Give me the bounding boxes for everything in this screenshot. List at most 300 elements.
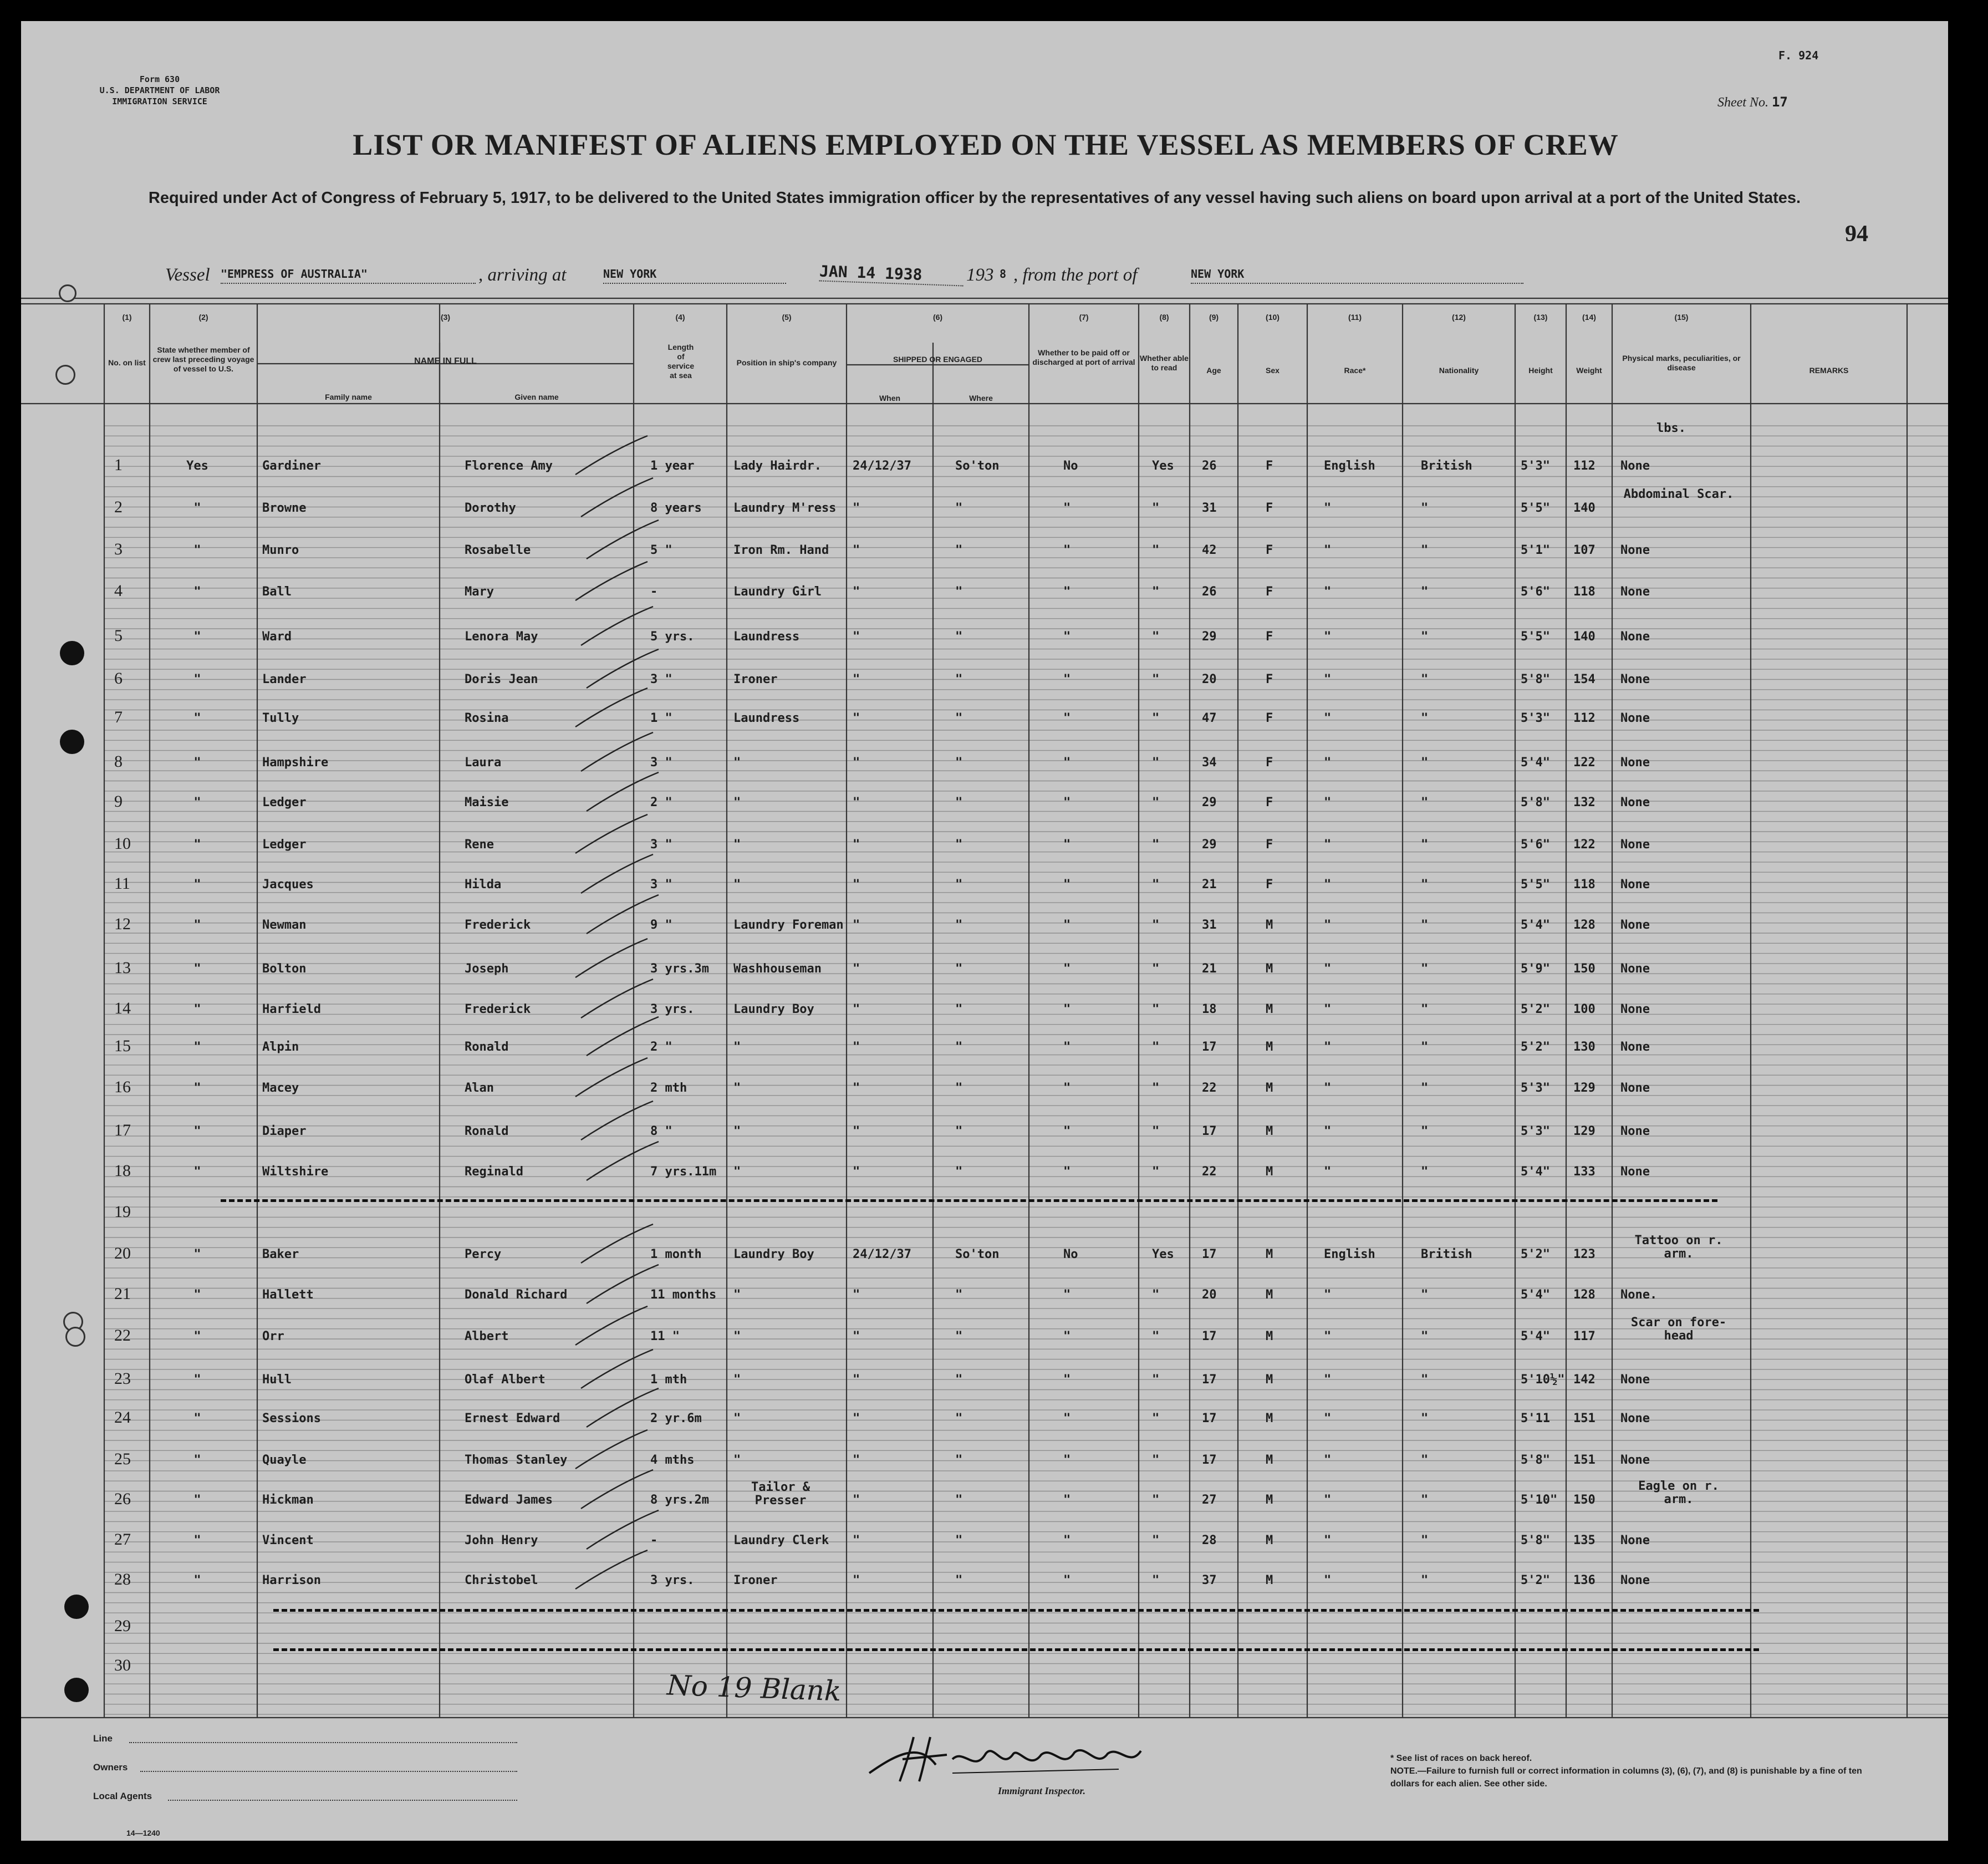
cell-position: Ironer: [733, 673, 778, 686]
cell-service: 9 ": [650, 918, 672, 932]
cell-where: ": [955, 673, 963, 686]
cell-given: Olaf Albert: [465, 1373, 546, 1387]
cell-given: Frederick: [465, 918, 531, 932]
cell-paid: ": [1063, 1081, 1071, 1095]
cell-paid: ": [1063, 756, 1071, 770]
cell-sex: F: [1266, 711, 1273, 725]
date-stamp: JAN 14 1938: [819, 262, 964, 286]
cell-given: Percy: [465, 1247, 502, 1261]
cell-marks: None: [1620, 838, 1650, 852]
cell-when: ": [853, 543, 860, 557]
document-title: LIST OR MANIFEST OF ALIENS EMPLOYED ON THE VESSEL AS MEMBERS OF CREW: [353, 128, 1619, 161]
cell-position: Laundry Girl: [733, 585, 822, 599]
local-agents-field: [168, 1800, 517, 1801]
cell-nationality: ": [1421, 1040, 1429, 1054]
line-label: Line: [93, 1733, 113, 1744]
cell-race: ": [1324, 543, 1332, 557]
cell-given: Hilda: [465, 878, 502, 892]
cell-age: 18: [1202, 1002, 1217, 1016]
cell-service: 7 yrs.11m: [650, 1165, 717, 1179]
cell-position: Laundry Foreman: [733, 918, 844, 932]
vessel-name: "EMPRESS OF AUSTRALIA": [221, 265, 476, 284]
cell-paid: ": [1063, 1412, 1071, 1425]
cell-sex: F: [1266, 459, 1273, 473]
cell-where: ": [955, 796, 963, 809]
cell-when: ": [853, 1573, 860, 1587]
row-number: 17: [114, 1121, 131, 1139]
row-number: 1: [114, 456, 123, 474]
col-num-4: (4): [675, 313, 685, 322]
cell-read: ": [1152, 1534, 1160, 1547]
header-when: When: [879, 394, 901, 403]
cell-nationality: ": [1421, 1493, 1429, 1507]
cell-race: ": [1324, 630, 1332, 644]
cell-height: 5'2": [1521, 1040, 1550, 1054]
header-able-to-read: Whether able to read: [1140, 354, 1189, 372]
cell-race: ": [1324, 673, 1332, 686]
cell-where: ": [955, 1040, 963, 1054]
cell-paid: No: [1063, 459, 1078, 473]
cell-family: Diaper: [262, 1124, 307, 1138]
col-num-11: (11): [1348, 313, 1362, 322]
cell-weight: 132: [1573, 796, 1596, 809]
weight-unit: lbs.: [1656, 421, 1686, 435]
col-num-14: (14): [1582, 313, 1596, 322]
cell-state: ": [193, 1373, 201, 1387]
cell-state: ": [193, 756, 201, 770]
cell-read: Yes: [1152, 1247, 1174, 1261]
punch-hole: [60, 641, 84, 665]
cell-sex: M: [1266, 1040, 1273, 1054]
cell-position: Laundress: [733, 630, 800, 644]
cell-read: ": [1152, 1493, 1160, 1507]
cell-read: ": [1152, 1124, 1160, 1138]
header-physical-marks: Physical marks, peculiarities, or disease: [1622, 354, 1741, 372]
cell-sex: M: [1266, 1288, 1273, 1302]
row-number: 2: [114, 498, 123, 516]
cell-read: ": [1152, 711, 1160, 725]
check-mark: [587, 1510, 659, 1549]
cell-where: ": [955, 1412, 963, 1425]
cell-service: 5 ": [650, 543, 672, 557]
cell-where: ": [955, 918, 963, 932]
header-age: Age: [1206, 366, 1221, 375]
row-number: 3: [114, 540, 123, 558]
cell-nationality: ": [1421, 543, 1429, 557]
cell-given: Alan: [465, 1081, 494, 1095]
cell-paid: ": [1063, 1493, 1071, 1507]
cell-service: 1 year: [650, 459, 695, 473]
cell-when: ": [853, 585, 860, 599]
cell-age: 26: [1202, 459, 1217, 473]
sheet-label: Sheet No.: [1717, 95, 1768, 110]
cell-family: Lander: [262, 673, 307, 686]
cell-position: ": [733, 838, 741, 852]
cell-position: ": [733, 1124, 741, 1138]
cell-age: 22: [1202, 1165, 1217, 1179]
cell-position: Lady Hairdr.: [733, 459, 822, 473]
service-name: IMMIGRATION SERVICE: [112, 96, 207, 106]
cell-where: ": [955, 1288, 963, 1302]
check-mark: [581, 478, 653, 517]
cell-race: ": [1324, 1330, 1332, 1343]
cell-marks: None: [1620, 878, 1650, 892]
check-mark: [575, 1306, 648, 1345]
cell-when: ": [853, 1412, 860, 1425]
cell-where: ": [955, 1493, 963, 1507]
cell-age: 31: [1202, 501, 1217, 515]
row-number: 11: [114, 874, 130, 893]
cell-given: Christobel: [465, 1573, 538, 1587]
cell-family: Wiltshire: [262, 1165, 329, 1179]
cell-age: 29: [1202, 838, 1217, 852]
race-note: * See list of races on back hereof.: [1390, 1754, 1532, 1763]
cell-service: 3 ": [650, 838, 672, 852]
cell-weight: 118: [1573, 878, 1596, 892]
header-paid-off: Whether to be paid off or discharged at port of arrival: [1032, 348, 1135, 366]
cell-nationality: British: [1421, 1247, 1472, 1261]
cell-where: ": [955, 1453, 963, 1467]
cell-family: Gardiner: [262, 459, 321, 473]
cell-nationality: British: [1421, 459, 1472, 473]
year-label: 193: [966, 265, 994, 285]
cell-height: 5'6": [1521, 838, 1550, 852]
check-mark: [575, 1550, 648, 1589]
cell-nationality: ": [1421, 1124, 1429, 1138]
cell-when: ": [853, 838, 860, 852]
cell-height: 5'2": [1521, 1247, 1550, 1261]
cell-family: Tully: [262, 711, 299, 725]
cell-service: 3 yrs.: [650, 1573, 695, 1587]
cell-family: Vincent: [262, 1534, 314, 1547]
cell-age: 42: [1202, 543, 1217, 557]
check-mark: [587, 895, 659, 934]
cell-height: 5'3": [1521, 459, 1550, 473]
document-subtitle: Required under Act of Congress of February 5, 1917, to be delivered to the United States immigration officer by the representatives of any vessel having such aliens on board upon arrival at a port of the United States.: [148, 189, 1801, 207]
cell-family: Macey: [262, 1081, 299, 1095]
cell-when: ": [853, 1040, 860, 1054]
cell-sex: F: [1266, 585, 1273, 599]
cell-given: Ronald: [465, 1040, 509, 1054]
cell-weight: 151: [1573, 1412, 1596, 1425]
row-number: 30: [114, 1656, 131, 1674]
cell-service: 2 ": [650, 1040, 672, 1054]
cell-family: Quayle: [262, 1453, 307, 1467]
cell-position: ": [733, 1373, 741, 1387]
form-code: F. 924: [1778, 49, 1819, 62]
cell-paid: ": [1063, 1573, 1071, 1587]
header-length-service: Length of service at sea: [667, 343, 695, 380]
cell-where: ": [955, 1081, 963, 1095]
col-num-3: (3): [440, 313, 451, 322]
cell-age: 28: [1202, 1534, 1217, 1547]
form-number: Form 630: [139, 74, 180, 84]
cell-race: ": [1324, 1124, 1332, 1138]
cell-read: ": [1152, 1040, 1160, 1054]
cell-where: ": [955, 543, 963, 557]
cell-race: ": [1324, 1453, 1332, 1467]
cell-service: 3 ": [650, 756, 672, 770]
local-agents-label: Local Agents: [93, 1791, 152, 1801]
cell-age: 27: [1202, 1493, 1217, 1507]
row-number: 4: [114, 582, 123, 600]
cell-when: ": [853, 796, 860, 809]
cell-family: Jacques: [262, 878, 314, 892]
cell-state: ": [193, 962, 201, 976]
cell-marks: None: [1620, 1412, 1650, 1425]
cell-nationality: ": [1421, 838, 1429, 852]
handwritten-check-marks: [21, 21, 1948, 1841]
cell-marks: None: [1620, 459, 1650, 473]
cell-marks: None: [1620, 1124, 1650, 1138]
cell-read: ": [1152, 838, 1160, 852]
cell-state: ": [193, 1081, 201, 1095]
cell-height: 5'3": [1521, 1124, 1550, 1138]
cell-weight: 130: [1573, 1040, 1596, 1054]
cell-weight: 150: [1573, 962, 1596, 976]
cell-height: 5'4": [1521, 1165, 1550, 1179]
cell-age: 21: [1202, 878, 1217, 892]
cell-height: 5'1": [1521, 543, 1550, 557]
row-number: 22: [114, 1326, 131, 1344]
cell-position: ": [733, 1453, 741, 1467]
cell-weight: 123: [1573, 1247, 1596, 1261]
check-mark: [575, 1430, 648, 1469]
cell-when: ": [853, 1002, 860, 1016]
cell-age: 22: [1202, 1081, 1217, 1095]
cell-nationality: ": [1421, 1081, 1429, 1095]
cell-paid: No: [1063, 1247, 1078, 1261]
row-number: 27: [114, 1530, 131, 1549]
cell-position: Laundry Boy: [733, 1247, 814, 1261]
cell-nationality: ": [1421, 673, 1429, 686]
header-name-in-full: NAME IN FULL: [414, 356, 477, 366]
penalty-note: NOTE.—Failure to furnish full or correct information in columns (3), (6), (7), and (8) is punishable by a fine of ten dollars for each alien. See other side.: [1390, 1766, 1862, 1789]
cell-state: ": [193, 1534, 201, 1547]
cell-when: ": [853, 962, 860, 976]
cell-position: Ironer: [733, 1573, 778, 1587]
cell-service: 2 mth: [650, 1081, 687, 1095]
cell-when: ": [853, 918, 860, 932]
punch-hole: [65, 1327, 85, 1347]
row-number: 19: [114, 1203, 131, 1221]
cell-read: ": [1152, 1412, 1160, 1425]
cell-position: ": [733, 1081, 741, 1095]
department-name: U.S. DEPARTMENT OF LABOR: [99, 85, 220, 95]
punch-hole: [60, 730, 84, 754]
cell-height: 5'9": [1521, 962, 1550, 976]
cell-when: ": [853, 1081, 860, 1095]
cell-age: 34: [1202, 756, 1217, 770]
cell-weight: 136: [1573, 1573, 1596, 1587]
cell-where: ": [955, 962, 963, 976]
cell-paid: ": [1063, 878, 1071, 892]
cell-given: Ernest Edward: [465, 1412, 560, 1425]
cell-service: 2 ": [650, 796, 672, 809]
year-digit: 8: [1000, 267, 1007, 281]
cell-weight: 122: [1573, 756, 1596, 770]
check-mark: [575, 436, 648, 475]
cell-state: ": [193, 1330, 201, 1343]
cell-marks: None: [1620, 630, 1650, 644]
cell-race: ": [1324, 1412, 1332, 1425]
cell-position: ": [733, 1330, 741, 1343]
cell-age: 20: [1202, 673, 1217, 686]
cell-marks: Tattoo on r. arm.: [1634, 1234, 1723, 1261]
cell-where: So'ton: [955, 1247, 1000, 1261]
arriving-port: NEW YORK: [603, 265, 786, 284]
cell-given: Rene: [465, 838, 494, 852]
cell-state: ": [193, 1165, 201, 1179]
cell-marks: None: [1620, 1040, 1650, 1054]
cell-nationality: ": [1421, 1534, 1429, 1547]
cell-service: -: [650, 1534, 658, 1547]
cell-weight: 150: [1573, 1493, 1596, 1507]
cell-race: ": [1324, 838, 1332, 852]
cell-sex: F: [1266, 673, 1273, 686]
cell-service: 4 mths: [650, 1453, 695, 1467]
vessel-label: Vessel: [165, 265, 210, 285]
row-number: 25: [114, 1450, 131, 1468]
cell-where: ": [955, 838, 963, 852]
check-mark: [575, 1058, 648, 1097]
cell-race: ": [1324, 1573, 1332, 1587]
cell-paid: ": [1063, 1373, 1071, 1387]
cell-race: ": [1324, 1165, 1332, 1179]
cell-when: ": [853, 1373, 860, 1387]
row-number: 8: [114, 752, 123, 771]
owners-label: Owners: [93, 1762, 128, 1773]
cell-given: Doris Jean: [465, 673, 538, 686]
cell-nationality: ": [1421, 962, 1429, 976]
cell-position: ": [733, 796, 741, 809]
check-mark: [587, 772, 659, 811]
row-number: 15: [114, 1037, 131, 1055]
cell-marks: Abdominal Scar.: [1623, 487, 1734, 501]
check-mark: [587, 1388, 659, 1427]
cell-marks: Eagle on r. arm.: [1638, 1479, 1719, 1506]
cell-family: Hickman: [262, 1493, 314, 1507]
cell-nationality: ": [1421, 1165, 1429, 1179]
row-number: 23: [114, 1369, 131, 1388]
cell-nationality: ": [1421, 630, 1429, 644]
cell-weight: 140: [1573, 630, 1596, 644]
cell-state: ": [193, 1002, 201, 1016]
cell-weight: 112: [1573, 459, 1596, 473]
punch-hole: [64, 1678, 89, 1702]
cell-age: 17: [1202, 1412, 1217, 1425]
cell-weight: 117: [1573, 1330, 1596, 1343]
cell-given: Joseph: [465, 962, 509, 976]
cell-weight: 128: [1573, 1288, 1596, 1302]
cell-sex: M: [1266, 1453, 1273, 1467]
col-num-12: (12): [1452, 313, 1466, 322]
cell-given: Florence Amy: [465, 459, 553, 473]
cell-service: 8 yrs.2m: [650, 1493, 709, 1507]
cell-race: ": [1324, 1493, 1332, 1507]
cell-family: Browne: [262, 501, 307, 515]
cell-given: Dorothy: [465, 501, 516, 515]
cell-sex: F: [1266, 630, 1273, 644]
handwritten-blank-note: No 19 Blank: [666, 1669, 842, 1708]
cell-sex: F: [1266, 756, 1273, 770]
cell-state: ": [193, 1573, 201, 1587]
cell-where: ": [955, 1002, 963, 1016]
col-num-10: (10): [1266, 313, 1280, 322]
cell-when: ": [853, 501, 860, 515]
cell-nationality: ": [1421, 796, 1429, 809]
cell-when: ": [853, 630, 860, 644]
cell-family: Munro: [262, 543, 299, 557]
cell-family: Baker: [262, 1247, 299, 1261]
cell-weight: 107: [1573, 543, 1596, 557]
cell-race: ": [1324, 918, 1332, 932]
row-number: 5: [114, 627, 123, 645]
row-number: 24: [114, 1408, 131, 1427]
cell-state: ": [193, 1247, 201, 1261]
row-number: 26: [114, 1490, 131, 1508]
cell-when: ": [853, 1330, 860, 1343]
cell-when: ": [853, 1165, 860, 1179]
cell-read: ": [1152, 1453, 1160, 1467]
cell-sex: M: [1266, 1573, 1273, 1587]
header-where: Where: [969, 394, 993, 403]
cell-state: ": [193, 501, 201, 515]
cell-state: ": [193, 585, 201, 599]
cell-family: Newman: [262, 918, 307, 932]
cell-age: 17: [1202, 1453, 1217, 1467]
cell-read: ": [1152, 1330, 1160, 1343]
cell-position: ": [733, 1412, 741, 1425]
cell-paid: ": [1063, 585, 1071, 599]
cell-sex: F: [1266, 501, 1273, 515]
cell-age: 21: [1202, 962, 1217, 976]
cell-sex: F: [1266, 838, 1273, 852]
cell-read: ": [1152, 1373, 1160, 1387]
check-mark: [587, 1017, 659, 1056]
cell-age: 17: [1202, 1330, 1217, 1343]
cell-sex: M: [1266, 1247, 1273, 1261]
cell-family: Hallett: [262, 1288, 314, 1302]
cell-service: -: [650, 585, 658, 599]
cell-family: Orr: [262, 1330, 284, 1343]
cell-when: ": [853, 878, 860, 892]
header-race: Race*: [1344, 366, 1366, 375]
cell-paid: ": [1063, 1165, 1071, 1179]
col-num-13: (13): [1533, 313, 1548, 322]
cell-position: Washhouseman: [733, 962, 822, 976]
cell-position: Laundry Clerk: [733, 1534, 829, 1547]
cell-when: ": [853, 1493, 860, 1507]
check-mark: [581, 732, 653, 771]
cell-read: ": [1152, 585, 1160, 599]
cell-nationality: ": [1421, 585, 1429, 599]
cell-where: ": [955, 1124, 963, 1138]
check-mark: [587, 649, 659, 688]
cell-marks: None: [1620, 918, 1650, 932]
cell-family: Harfield: [262, 1002, 321, 1016]
cell-height: 5'8": [1521, 1453, 1550, 1467]
form-print-code: 14—1240: [126, 1829, 160, 1837]
cell-race: ": [1324, 962, 1332, 976]
cell-age: 17: [1202, 1124, 1217, 1138]
cell-race: English: [1324, 1247, 1375, 1261]
cell-marks: None: [1620, 1081, 1650, 1095]
cell-nationality: ": [1421, 1330, 1429, 1343]
cell-position: ": [733, 756, 741, 770]
cell-where: ": [955, 1573, 963, 1587]
cell-service: 3 ": [650, 878, 672, 892]
